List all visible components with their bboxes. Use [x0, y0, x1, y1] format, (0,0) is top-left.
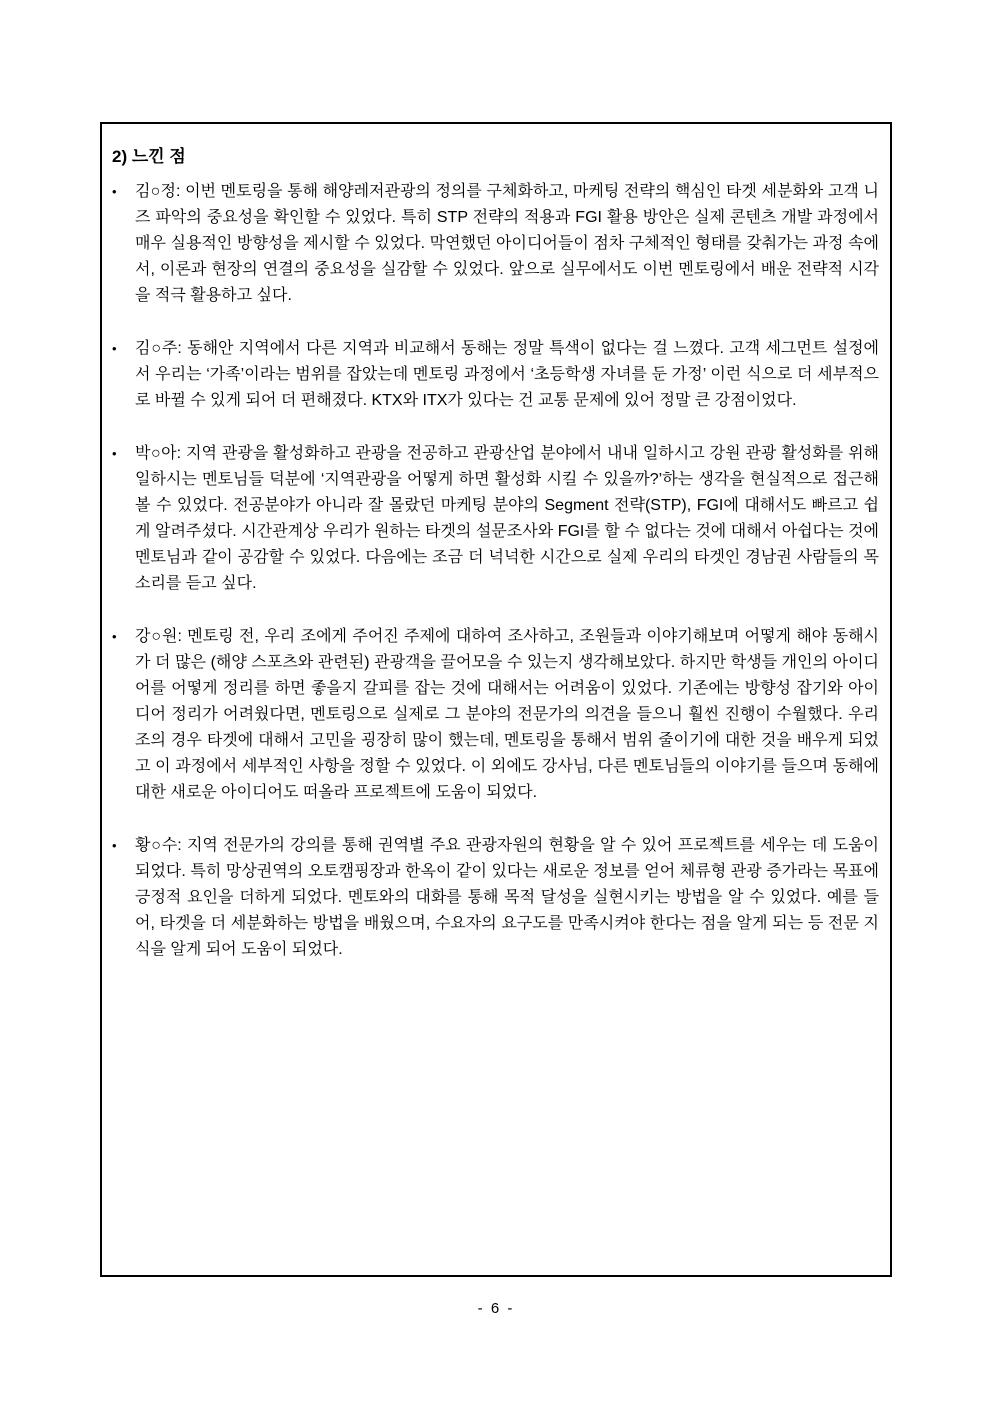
- feedback-item: [111, 624, 879, 806]
- feedback-item: [111, 179, 879, 309]
- bullet-icon: •: [112, 838, 117, 853]
- speaker-name: 김○정:: [135, 183, 181, 200]
- feedback-text: 동해안 지역에서 다른 지역과 비교해서 동해는 정말 특색이 없다는 걸 느꼈다. 고객 세그먼트 설정에서 우리는 ‘가족’이라는 범위를 잡았는데 멘토링 과정에서 ‘초등학생 자녀를 둔 가정’ 이런 식으로 더 세부적으로 바뀔 수 있게 되어 더 편해졌다. KTX와 ITX가 있다는 건 교통 문제에 있어 정말 큰 강점이었다.: [135, 340, 879, 409]
- feedback-text: 지역 전문가의 강의를 통해 권역별 주요 관광자원의 현황을 알 수 있어 프로젝트를 세우는 데 도움이 되었다. 특히 망상권역의 오토캠핑장과 한옥이 같이 있다는 새로운 정보를 얻어 체류형 관광 증가라는 목표에 긍정적 요인을 더하게 되었다. 멘토와의 대화를 통해 목적 달성을 실현시키는 방법을 알 수 있었다. 예를 들어, 타겟을 더 세분화하는 방법을 배웠으며, 수요자의 요구도를 만족시켜야 한다는 점을 알게 되는 등 전문 지식을 알게 되어 도움이 되었다.: [135, 837, 879, 958]
- speaker-name: 황○수:: [135, 837, 182, 854]
- bullet-icon: •: [112, 341, 117, 356]
- speaker-name: 강○원:: [135, 628, 182, 645]
- feedback-text: 지역 관광을 활성화하고 관광을 전공하고 관광산업 분야에서 내내 일하시고 강원 관광 활성화를 위해 일하시는 멘토님들 덕분에 ‘지역관광을 어떻게 하면 활성화 시킬 수 있을까?’하는 생각을 현실적으로 접근해볼 수 있었다. 전공분야가 아니라 잘 몰랐던 마케팅 분야의 Segment 전략(STP), FGI에 대해서도 빠르고 쉽게 알려주셨다. 시간관계상 우리가 원하는 타겟의 설문조사와 FGI를 할 수 없다는 것에 대해서 아쉽다는 것에 멘토님과 같이 공감할 수 있었다. 다음에는 조금 더 넉넉한 시간으로 실제 우리의 타겟인 경남권 사람들의 목소리를 듣고 싶다.: [135, 445, 880, 592]
- feedback-list: [111, 179, 879, 963]
- bullet-icon: •: [112, 629, 117, 644]
- bullet-icon: •: [112, 446, 117, 461]
- feedback-item: [111, 833, 879, 963]
- feedback-text: 이번 멘토링을 통해 해양레저관광의 정의를 구체화하고, 마케팅 전략의 핵심인 타겟 세분화와 고객 니즈 파악의 중요성을 확인할 수 있었다. 특히 STP 전략의 적용과 FGI 활용 방안은 실제 콘텐츠 개발 과정에서 매우 실용적인 방향성을 제시할 수 있었다. 막연했던 아이디어들이 점차 구체적인 형태를 갖춰가는 과정 속에서, 이론과 현장의 연결의 중요성을 실감할 수 있었다. 앞으로 실무에서도 이번 멘토링에서 배운 전략적 시각을 적극 활용하고 싶다.: [135, 183, 879, 304]
- speaker-name: 김○주:: [135, 340, 182, 357]
- feedback-item: [111, 441, 879, 597]
- page-number: - 6 -: [477, 1300, 515, 1317]
- feedback-text: 멘토링 전, 우리 조에게 주어진 주제에 대하여 조사하고, 조원들과 이야기해보며 어떻게 해야 동해시가 더 많은 (해양 스포츠와 관련된) 관광객을 끌어모을 수 있는지 생각해보았다. 하지만 학생들 개인의 아이디어를 어떻게 정리를 하면 좋을지 갈피를 잡는 것에 대해서는 어려움이 있었다. 기존에는 방향성 잡기와 아이디어 정리가 어려웠다면, 멘토링으로 실제로 그 분야의 전문가의 의견을 들으니 훨씬 진행이 수월했다. 우리 조의 경우 타겟에 대해서 고민을 굉장히 많이 했는데, 멘토링을 통해서 범위 줄이기에 대한 것을 배우게 되었고 이 과정에서 세부적인 사항을 정할 수 있었다. 이 외에도 강사님, 다른 멘토님들의 이야기를 들으며 동해에 대한 새로운 아이디어도 떠올라 프로젝트에 도움이 되었다.: [135, 628, 879, 801]
- section-heading: 2) 느낀 점: [112, 147, 186, 166]
- speaker-name: 박○아:: [135, 445, 182, 462]
- bullet-icon: •: [112, 184, 117, 199]
- feedback-item: [111, 336, 879, 414]
- feedback-section-box: [100, 122, 892, 1277]
